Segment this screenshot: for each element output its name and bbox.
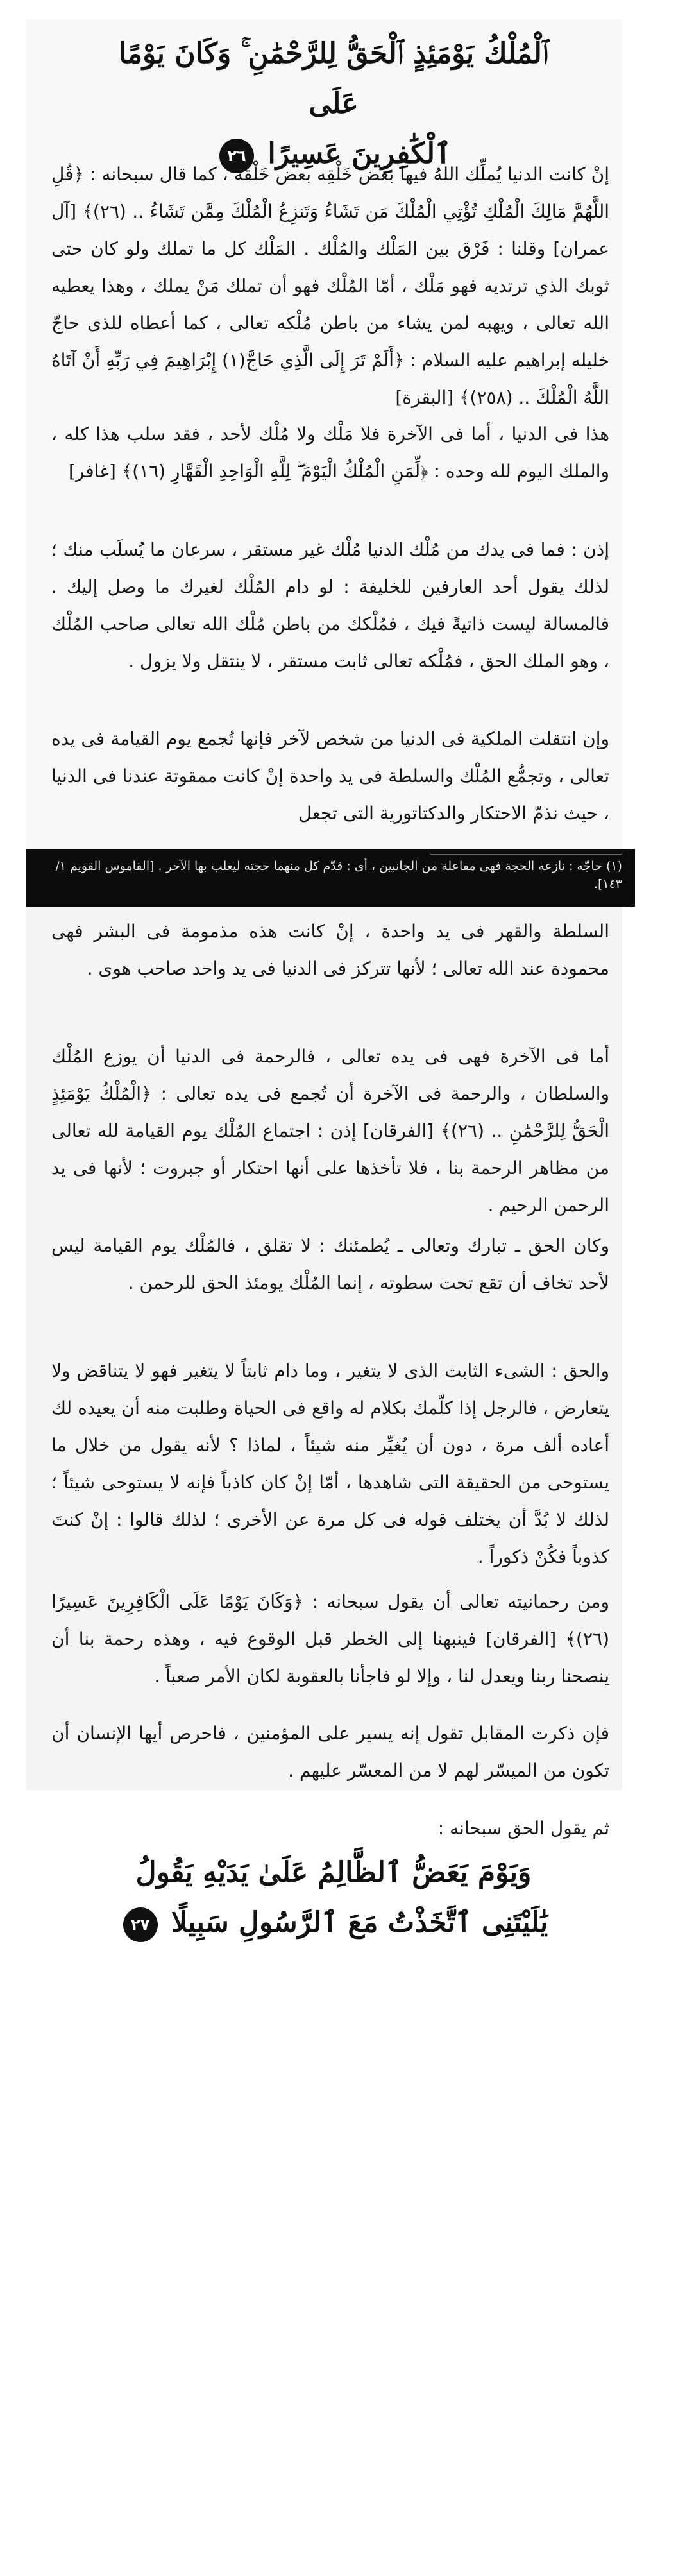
top-verse-line-2-text: ٱلْكَٰفِرِينَ عَسِيرًا	[267, 137, 452, 170]
paragraph-4: وإن انتقلت الملكية فى الدنيا من شخص لآخر فإنها تُجمع يوم القيامة فى يده تعالى ، وتجمُّع المُلْك والسلطة فى يد واحدة إنْ كانت ممقوتة عندنا فى الدنيا ، حيث نذمّ الاحتكار والدكتاتورية التى تجعل	[51, 728, 609, 824]
paragraph-8: والحق : الشىء الثابت الذى لا يتغير ، وما دام ثابتاً لا يتغير فهو لا يتناقض ولا يتعارض ، فالرجل إذا كلّمك بكلام له واقع فى الحياة وطلبت منه أن يعيده لك أعاده ألف مرة ، دون أن يُغيِّر منه شيئاً ، لماذا ؟ لأنه يقول من خلال ما يستوحى من الحقيقة التى شاهدها ، أمّا إنْ كان كاذباً فإنه لا يستوحى شيئاً ؛ لذلك لا بُدَّ أن يختلف قوله فى كل مرة عن الأخرى ؛ لذلك قالوا : إنْ كنتَ كذوباً فكُنْ ذكوراً .	[51, 1360, 609, 1567]
bottom-verse	[109, 1848, 558, 1948]
paragraph-1: إنْ كانت الدنيا يُملِّك اللهُ فيها بعض خَلْقِه بعض خَلْقه ، كما قال سبحانه : ﴿قُلِ اللَّهُمَّ مَالِكَ الْمُلْكِ تُؤْتِي الْمُلْكَ مَن تَشَاءُ وَتَنزِعُ الْمُلْكَ مِمَّن تَشَاءُ .. (٢٦)﴾ [آل عمران] وقلنا : فَرْق بين المَلْك والمُلْك . المَلْك كل ما تملك ولو كان حتى ثوبك الذي ترتديه فهو مَلْك ، أمّا المُلْك فهو أن تملك مَنْ يملك ، وهذا يعطيه الله تعالى ، ويهبه لمن يشاء من باطن مُلْكه تعالى ، كما أعطاه للذى حاجّ خليله إبراهيم عليه السلام : ﴿أَلَمْ تَرَ إِلَى الَّذِي حَاجَّ(١) إِبْرَاهِيمَ فِي رَبِّهِ أَنْ آتَاهُ اللَّهُ الْمُلْكَ .. (٢٥٨)﴾ [البقرة]	[51, 164, 610, 408]
ayah-number-badge: ٢٦	[219, 139, 254, 173]
footnote	[26, 849, 635, 907]
bottom-verse-line-2-text: يَٰلَيْتَنِى ٱتَّخَذْتُ مَعَ ٱلرَّسُولِ سَبِيلًا	[171, 1906, 548, 1939]
footnote-text: (١) حاجّه : نازعه الحجة فهى مفاعلة من الجانبين ، أى : قدّم كل منهما حجته ليغلب بها الآخر . [القاموس القويم ١/ ١٤٣].	[55, 859, 622, 891]
bottom-verse-line-2	[109, 1898, 558, 1948]
paragraph-6: أما فى الآخرة فهى فى يده تعالى ، فالرحمة فى الدنيا أن يوزع المُلْك والسلطان ، والرحمة فى الآخرة أن تُجمع فى يده تعالى : ﴿الْمُلْكُ يَوْمَئِذٍ الْحَقُّ لِلرَّحْمَٰنِ .. (٢٦)﴾ [الفرقان] إذن : اجتماع المُلْك يوم القيامة لله تعالى من مظاهر الرحمة بنا ، فلا تأخذها على أنها احتكار أو جبروت ؛ لأنها فى يد الرحمن الرحيم .	[51, 1046, 609, 1216]
footnote-separator	[430, 854, 622, 855]
bottom-verse-line-1: وَيَوْمَ يَعَضُّ ٱلظَّالِمُ عَلَىٰ يَدَيْهِ يَقُولُ	[135, 1856, 532, 1889]
paragraph-5: السلطة والقهر فى يد واحدة ، إنْ كانت هذه مذمومة فى البشر فهى محمودة عند الله تعالى ؛ لأنها تتركز فى الدنيا فى يد واحد صاحب هوى .	[51, 921, 609, 979]
paragraph-2: هذا فى الدنيا ، أما فى الآخرة فلا مَلْك ولا مُلْك لأحد ، فقد سلب هذا كله ، والملك اليوم لله وحده : ﴿لِّمَنِ الْمُلْكُ الْيَوْمَ ۖ لِلَّهِ الْوَاحِدِ الْقَهَّارِ (١٦)﴾ [غافر]	[51, 423, 609, 482]
top-verse-line-1: ٱلْمُلْكُ يَوْمَئِذٍ ٱلْحَقُّ لِلرَّحْمَٰنِ ۚ وَكَانَ يَوْمًا عَلَى	[119, 37, 548, 120]
paragraph-7: وكان الحق ـ تبارك وتعالى ـ يُطمئنك : لا تقلق ، فالمُلْك يوم القيامة ليس لأحد تخاف أن تقع تحت سطوته ، إنما المُلْك يومئذ الحق للرحمن .	[51, 1235, 609, 1293]
intro-next-verse: ثم يقول الحق سبحانه :	[437, 1818, 609, 1839]
paragraph-9: ومن رحمانيته تعالى أن يقول سبحانه : ﴿وَكَانَ يَوْمًا عَلَى الْكَافِرِينَ عَسِيرًا (٢٦)﴾ [الفرقان] فينبهنا إلى الخطر قبل الوقوع فيه ، وهذه رحمة بنا أن ينصحنا ربنا ويعدل لنا ، وإلا لو فاجأنا بالعقوبة لكان الأمر صعباً .	[51, 1591, 609, 1687]
paragraph-3: إذن : فما فى يدك من مُلْك الدنيا مُلْك غير مستقر ، سرعان ما يُسلَب منك ؛ لذلك يقول أحد العارفين للخليفة : لو دام المُلْك لغيرك ما وصل إليك . فالمسالة ليست ذاتيةً فيك ، فمُلْكك من باطن مُلْك الله تعالى صاحب المُلْك ، وهو الملك الحق ، فمُلْكه تعالى ثابت مستقر ، لا ينتقل ولا يزول .	[51, 539, 609, 672]
paragraph-10: فإن ذكرت المقابل تقول إنه يسير على المؤمنين ، فاحرص أيها الإنسان أن تكون من الميسّر لهم لا من المعسّر عليهم .	[51, 1723, 609, 1781]
ayah-number-badge: ٢٧	[123, 1907, 158, 1942]
